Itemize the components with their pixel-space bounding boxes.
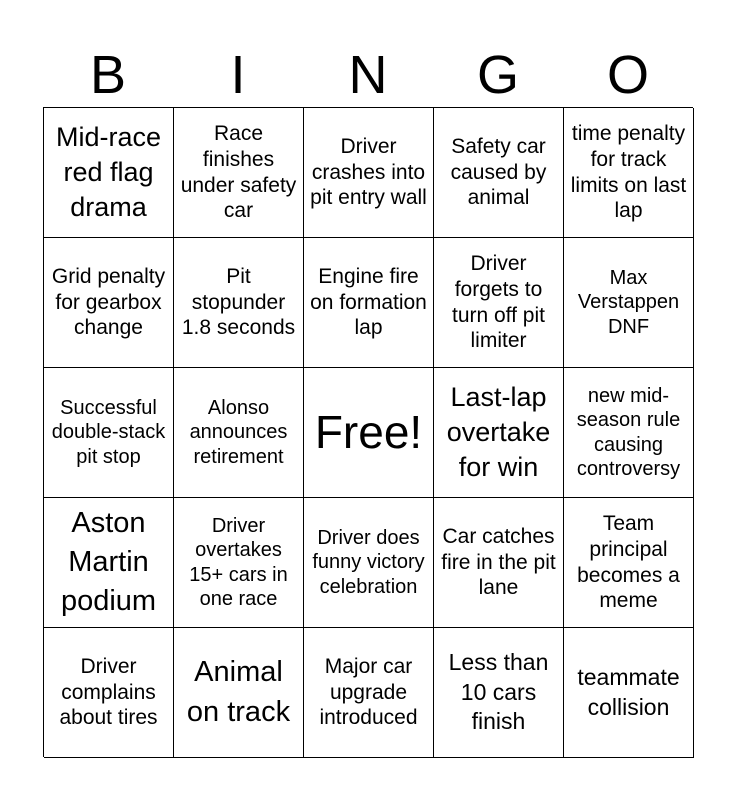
bingo-header bbox=[43, 44, 693, 106]
cell-text: teammate collision bbox=[577, 663, 680, 720]
cell-text: Animal on track bbox=[186, 656, 291, 728]
bingo-cell-r4-c5 bbox=[564, 498, 694, 628]
header-letter-i: I bbox=[230, 45, 246, 105]
bingo-cell-r5-c2 bbox=[174, 628, 304, 758]
bingo-cell-r3-c1 bbox=[44, 368, 174, 498]
bingo-cell-r4-c1 bbox=[44, 498, 174, 628]
cell-text: Driver crashes into pit entry wall bbox=[310, 135, 427, 210]
header-letter-b: B bbox=[89, 45, 127, 105]
bingo-cell-r1-c1 bbox=[44, 108, 174, 238]
bingo-cell-r5-c1 bbox=[44, 628, 174, 758]
bingo-cell-r4-c3 bbox=[304, 498, 434, 628]
bingo-cell-r3-c4 bbox=[434, 368, 564, 498]
cell-text: Grid penalty for gearbox change bbox=[51, 265, 166, 340]
header-letter-n: N bbox=[348, 45, 388, 105]
bingo-cell-r2-c3 bbox=[304, 238, 434, 368]
bingo-cell-r1-c2 bbox=[174, 108, 304, 238]
cell-text: Driver complains about tires bbox=[59, 655, 158, 730]
bingo-cell-r1-c4 bbox=[434, 108, 564, 238]
free-space-text: Free! bbox=[314, 406, 423, 459]
bingo-cell-r1-c3 bbox=[304, 108, 434, 238]
cell-text: Driver forgets to turn off pit limiter bbox=[451, 252, 545, 353]
cell-text: Driver does funny victory celebration bbox=[312, 526, 425, 598]
cell-text: Safety car caused by animal bbox=[450, 135, 547, 210]
cell-text: Max Verstappen DNF bbox=[577, 266, 680, 338]
cell-text: Successful double-stack pit stop bbox=[51, 396, 166, 468]
bingo-cell-r1-c5 bbox=[564, 108, 694, 238]
cell-text: time penalty for track limits on last lap bbox=[570, 122, 687, 223]
bingo-cell-r5-c5 bbox=[564, 628, 694, 758]
cell-text: Race finishes under safety car bbox=[180, 122, 297, 223]
bingo-cell-r4-c4 bbox=[434, 498, 564, 628]
bingo-cell-r5-c3 bbox=[304, 628, 434, 758]
header-letter-g: G bbox=[476, 45, 519, 105]
bingo-cell-r3-c5 bbox=[564, 368, 694, 498]
bingo-cell-r5-c4 bbox=[434, 628, 564, 758]
bingo-cell-r2-c4 bbox=[434, 238, 564, 368]
cell-text: Pit stopunder 1.8 seconds bbox=[181, 265, 296, 340]
cell-text: Engine fire on formation lap bbox=[310, 265, 427, 340]
cell-text: new mid-season rule causing controversy bbox=[576, 384, 681, 480]
bingo-cell-r4-c2 bbox=[174, 498, 304, 628]
cell-text: Mid-race red flag drama bbox=[55, 121, 162, 223]
bingo-cell-r3-c2 bbox=[174, 368, 304, 498]
bingo-cell-r2-c1 bbox=[44, 238, 174, 368]
cell-text: Driver overtakes 15+ cars in one race bbox=[189, 514, 288, 610]
cell-text: Less than 10 cars finish bbox=[448, 648, 549, 735]
cell-text: Alonso announces retirement bbox=[189, 396, 288, 468]
cell-text: Aston Martin podium bbox=[60, 506, 157, 618]
cell-text: Last-lap overtake for win bbox=[446, 381, 551, 483]
header-letter-o: O bbox=[606, 45, 649, 105]
cell-text: Major car upgrade introduced bbox=[319, 655, 418, 730]
bingo-cell-free bbox=[304, 368, 434, 498]
cell-text: Team principal becomes a meme bbox=[577, 512, 680, 613]
bingo-board bbox=[43, 107, 693, 757]
bingo-cell-r2-c2 bbox=[174, 238, 304, 368]
bingo-cell-r2-c5 bbox=[564, 238, 694, 368]
cell-text: Car catches fire in the pit lane bbox=[441, 525, 556, 600]
